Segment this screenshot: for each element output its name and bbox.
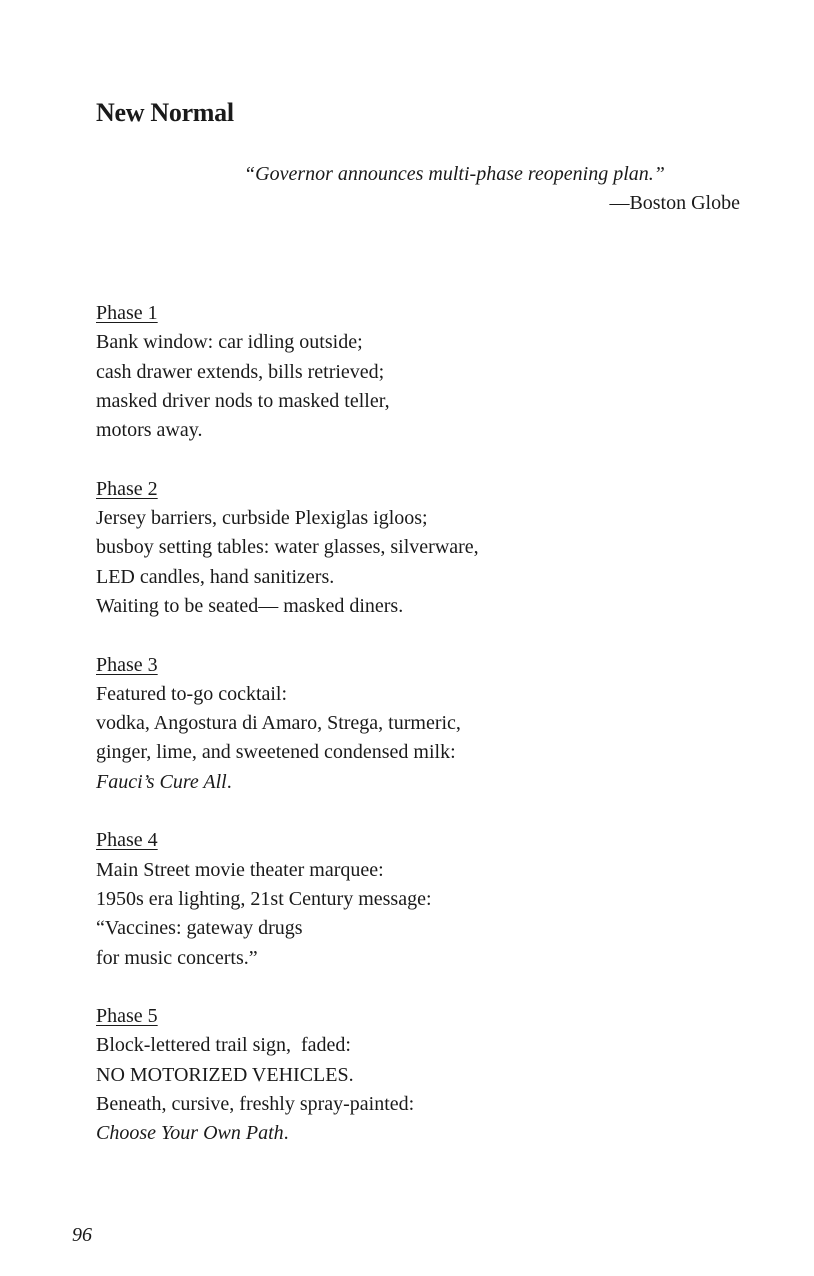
poem-line: NO MOTORIZED VEHICLES. xyxy=(96,1063,354,1086)
page-number: 96 xyxy=(72,1224,92,1246)
phase-heading: Phase 5 xyxy=(96,1005,158,1028)
poem-line: 1950s era lighting, 21st Century message: xyxy=(96,887,432,910)
line-tail: . xyxy=(283,1122,289,1145)
poem-line: cash drawer extends, bills retrieved; xyxy=(96,360,385,383)
phase-heading: Phase 1 xyxy=(96,302,158,324)
poem-line-final xyxy=(96,1119,736,1148)
poem-line-final xyxy=(96,768,736,797)
stanza-phase-1 xyxy=(96,299,736,445)
poem-line: for music concerts.” xyxy=(96,946,258,969)
stanza-phase-2 xyxy=(96,475,736,621)
poem-body xyxy=(96,299,736,1178)
poem-title: New Normal xyxy=(96,98,234,127)
phase-heading: Phase 3 xyxy=(96,653,158,676)
poem-line: Main Street movie theater marquee: xyxy=(96,858,384,881)
poem-line: motors away. xyxy=(96,419,203,442)
poem-line: Featured to-go cocktail: xyxy=(96,682,288,705)
poem-line: Beneath, cursive, freshly spray-painted: xyxy=(96,1093,415,1116)
phase-heading: Phase 4 xyxy=(96,829,158,852)
phase-heading: Phase 2 xyxy=(96,477,158,500)
epigraph-quote: “Governor announces multi-phase reopening plan.” xyxy=(244,163,665,185)
graffiti-text: Choose Your Own Path xyxy=(96,1122,284,1145)
stanza-phase-3 xyxy=(96,651,736,797)
poem-line: LED candles, hand sanitizers. xyxy=(96,565,335,588)
poem-line: Bank window: car idling outside; xyxy=(96,331,363,354)
poem-line: vodka, Angostura di Amaro, Strega, turmeric, xyxy=(96,712,461,735)
stanza-phase-5 xyxy=(96,1002,736,1148)
poem-line: Jersey barriers, curbside Plexiglas igloos; xyxy=(96,507,428,530)
stanza-phase-4 xyxy=(96,826,736,972)
poem-line: masked driver nods to masked teller, xyxy=(96,389,390,412)
cocktail-name: Fauci’s Cure All xyxy=(96,770,227,793)
poem-line: “Vaccines: gateway drugs xyxy=(96,917,303,940)
poem-line: busboy setting tables: water glasses, silverware, xyxy=(96,536,479,559)
epigraph-source: —Boston Globe xyxy=(609,192,740,214)
poem-line: Waiting to be seated— masked diners. xyxy=(96,594,404,617)
poem-line: ginger, lime, and sweetened condensed milk: xyxy=(96,741,456,764)
epigraph xyxy=(240,160,740,218)
line-tail: . xyxy=(226,770,232,793)
poem-line: Block-lettered trail sign, faded: xyxy=(96,1034,351,1057)
